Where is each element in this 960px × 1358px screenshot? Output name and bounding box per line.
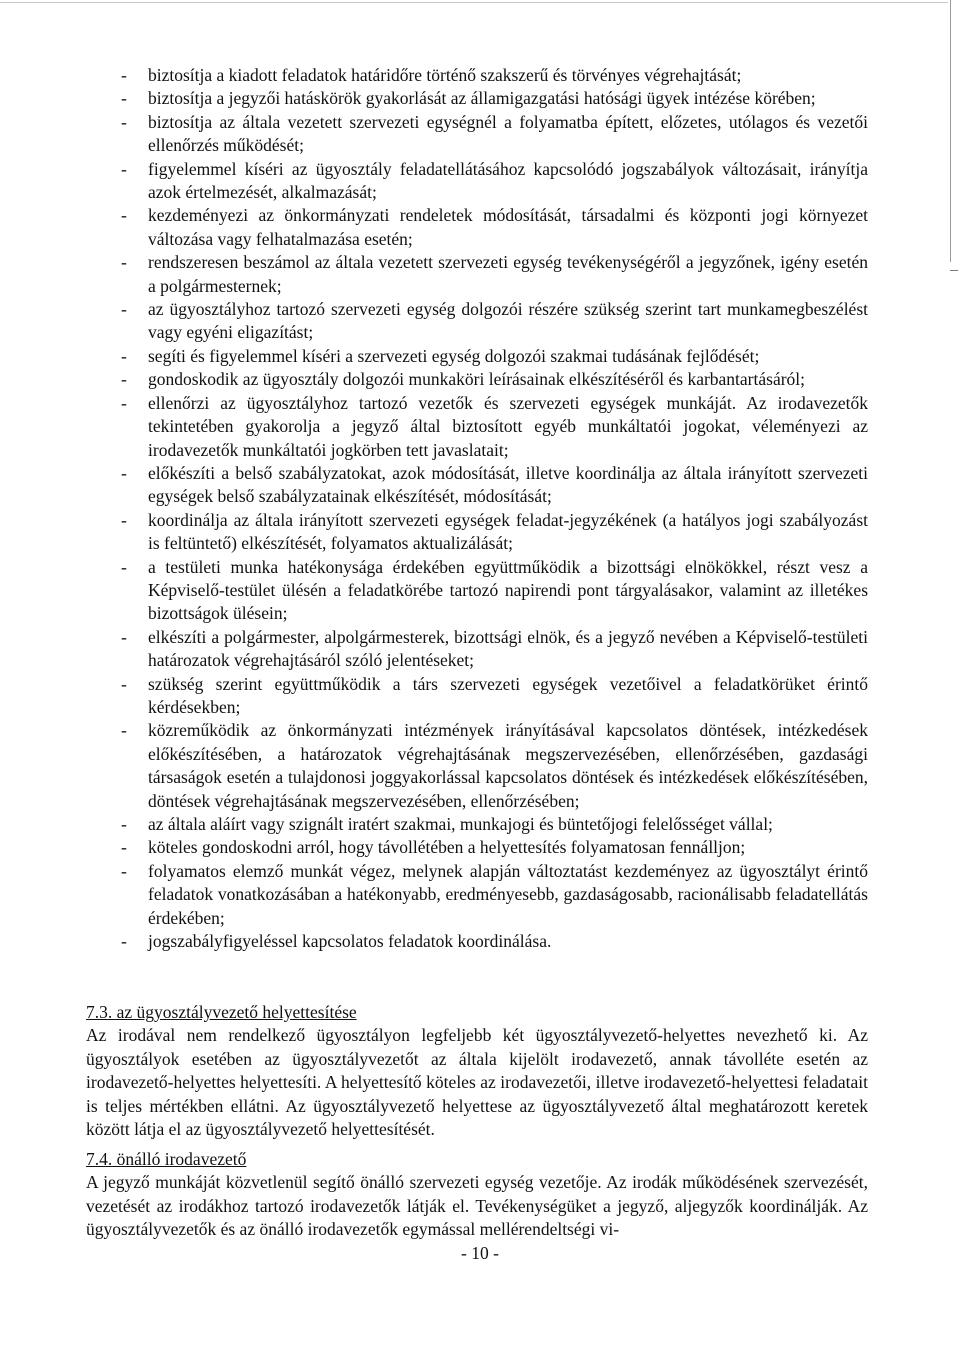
scan-edge-top bbox=[0, 2, 948, 3]
list-item: - jogszabályfigyeléssel kapcsolatos feladatok koordinálása. bbox=[148, 930, 868, 953]
list-item: - közreműködik az önkormányzati intézmények irányításával kapcsolatos döntések, intézkedések előkészítésében, a határozatok végrehajtásának megszervezésében, ellenőrzésében, gazdasági társaságok esetén a tulajdonosi joggyakorlással kapcsolatos döntések és intézkedések előkészítésében, döntések végrehajtásának megszervezésében, ellenőrzésében; bbox=[148, 719, 868, 813]
section-body: A jegyző munkáját közvetlenül segítő önálló szervezeti egység vezetője. Az irodák működésének szervezését, vezetését az irodákhoz tartozó irodavezetők látják el. Tevékenységüket a jegyző, aljegyzők koordinálják. Az ügyosztályvezetők és az önálló irodavezetők egymással mellérendeltségi vi- bbox=[86, 1172, 868, 1240]
list-item: - biztosítja a jegyzői hatáskörök gyakorlását az államigazgatási hatósági ügyek intézése körében; bbox=[148, 87, 868, 110]
section-heading: 7.3. az ügyosztályvezető helyettesítése bbox=[86, 1002, 357, 1022]
section-heading: 7.4. önálló irodavezető bbox=[86, 1149, 247, 1169]
list-item: - biztosítja a kiadott feladatok határidőre történő szakszerű és törvényes végrehajtását; bbox=[148, 64, 868, 87]
list-item: - a testületi munka hatékonysága érdekében együttműködik a bizottsági elnökökkel, részt vesz a Képviselő-testület ülésén a feladatkörébe tartozó napirendi pont tárgyalásakor, valamint az illetékes bizottságok ülésein; bbox=[148, 556, 868, 626]
duties-list bbox=[148, 64, 868, 953]
list-item: - ellenőrzi az ügyosztályhoz tartozó vezetők és szervezeti egységek munkáját. Az irodavezetők tekintetében gyakorolja a jegyző által biztosított egyéb munkáltatói jogokat, véleményezi az irodavezetők munkáltatói jogkörben tett javaslatait; bbox=[148, 392, 868, 462]
section-7-4 bbox=[86, 1148, 868, 1242]
list-item: - elkészíti a polgármester, alpolgármesterek, bizottsági elnök, és a jegyző nevében a Képviselő-testületi határozatok végrehajtásáról szóló jelentéseket; bbox=[148, 626, 868, 673]
list-item: - folyamatos elemző munkát végez, melynek alapján változtatást kezdeményez az ügyosztályt érintő feladatok vonatkozásában a hatékonyabb, eredményesebb, gazdaságosabb, racionálisabb feladatellátás érdekében; bbox=[148, 860, 868, 930]
list-item: - figyelemmel kíséri az ügyosztály feladatellátásához kapcsolódó jogszabályok változásait, irányítja azok értelmezését, alkalmazását; bbox=[148, 158, 868, 205]
list-item: - gondoskodik az ügyosztály dolgozói munkaköri leírásainak elkészítéséről és karbantartásáról; bbox=[148, 368, 868, 391]
list-item: - köteles gondoskodni arról, hogy távollétében a helyettesítés folyamatosan fennálljon; bbox=[148, 836, 868, 859]
list-item: - rendszeresen beszámol az általa vezetett szervezeti egység tevékenységéről a jegyzőnek, igény esetén a polgármesternek; bbox=[148, 251, 868, 298]
section-7-3 bbox=[86, 1001, 868, 1141]
list-item: - koordinálja az általa irányított szervezeti egységek feladat-jegyzékének (a hatályos jogi szabályozást is feltüntető) elkészítését, folyamatos aktualizálását; bbox=[148, 509, 868, 556]
list-item: - az ügyosztályhoz tartozó szervezeti egység dolgozói részére szükség szerint tart munkamegbeszélést vagy egyéni eligazítást; bbox=[148, 298, 868, 345]
list-item: - segíti és figyelemmel kíséri a szervezeti egység dolgozói szakmai tudásának fejlődését; bbox=[148, 345, 868, 368]
scan-edge-right bbox=[950, 0, 951, 262]
section-body: Az irodával nem rendelkező ügyosztályon legfeljebb két ügyosztályvezető-helyettes nevezhető ki. Az ügyosztályok esetében az ügyosztályvezetőt az általa kijelölt irodavezető, annak távolléte esetén az irodavezető-helyettes helyettesíti. A helyettesítő köteles az irodavezetői, illetve irodavezető-helyettesi feladatait is teljes mértékben ellátni. Az ügyosztályvezető helyettese az ügyosztályvezető által meghatározott keretek között látja el az ügyosztályvezető helyettesítését. bbox=[86, 1025, 868, 1140]
page-number: - 10 - bbox=[461, 1243, 499, 1263]
list-item: - szükség szerint együttműködik a társ szervezeti egységek vezetőivel a feladatkörüket érintő kérdésekben; bbox=[148, 673, 868, 720]
list-item: - biztosítja az általa vezetett szervezeti egységnél a folyamatba épített, előzetes, utólagos és vezetői ellenőrzés működését; bbox=[148, 111, 868, 158]
list-item: - előkészíti a belső szabályzatokat, azok módosítását, illetve koordinálja az általa irányított szervezeti egységek belső szabályzatainak elkészítését, módosítását; bbox=[148, 462, 868, 509]
list-item: - az általa aláírt vagy szignált iratért szakmai, munkajogi és büntetőjogi felelősséget vállal; bbox=[148, 813, 868, 836]
scan-edge-tick bbox=[950, 270, 958, 271]
list-item: - kezdeményezi az önkormányzati rendeletek módosítását, társadalmi és központi jogi környezet változása vagy felhatalmazása esetén; bbox=[148, 204, 868, 251]
